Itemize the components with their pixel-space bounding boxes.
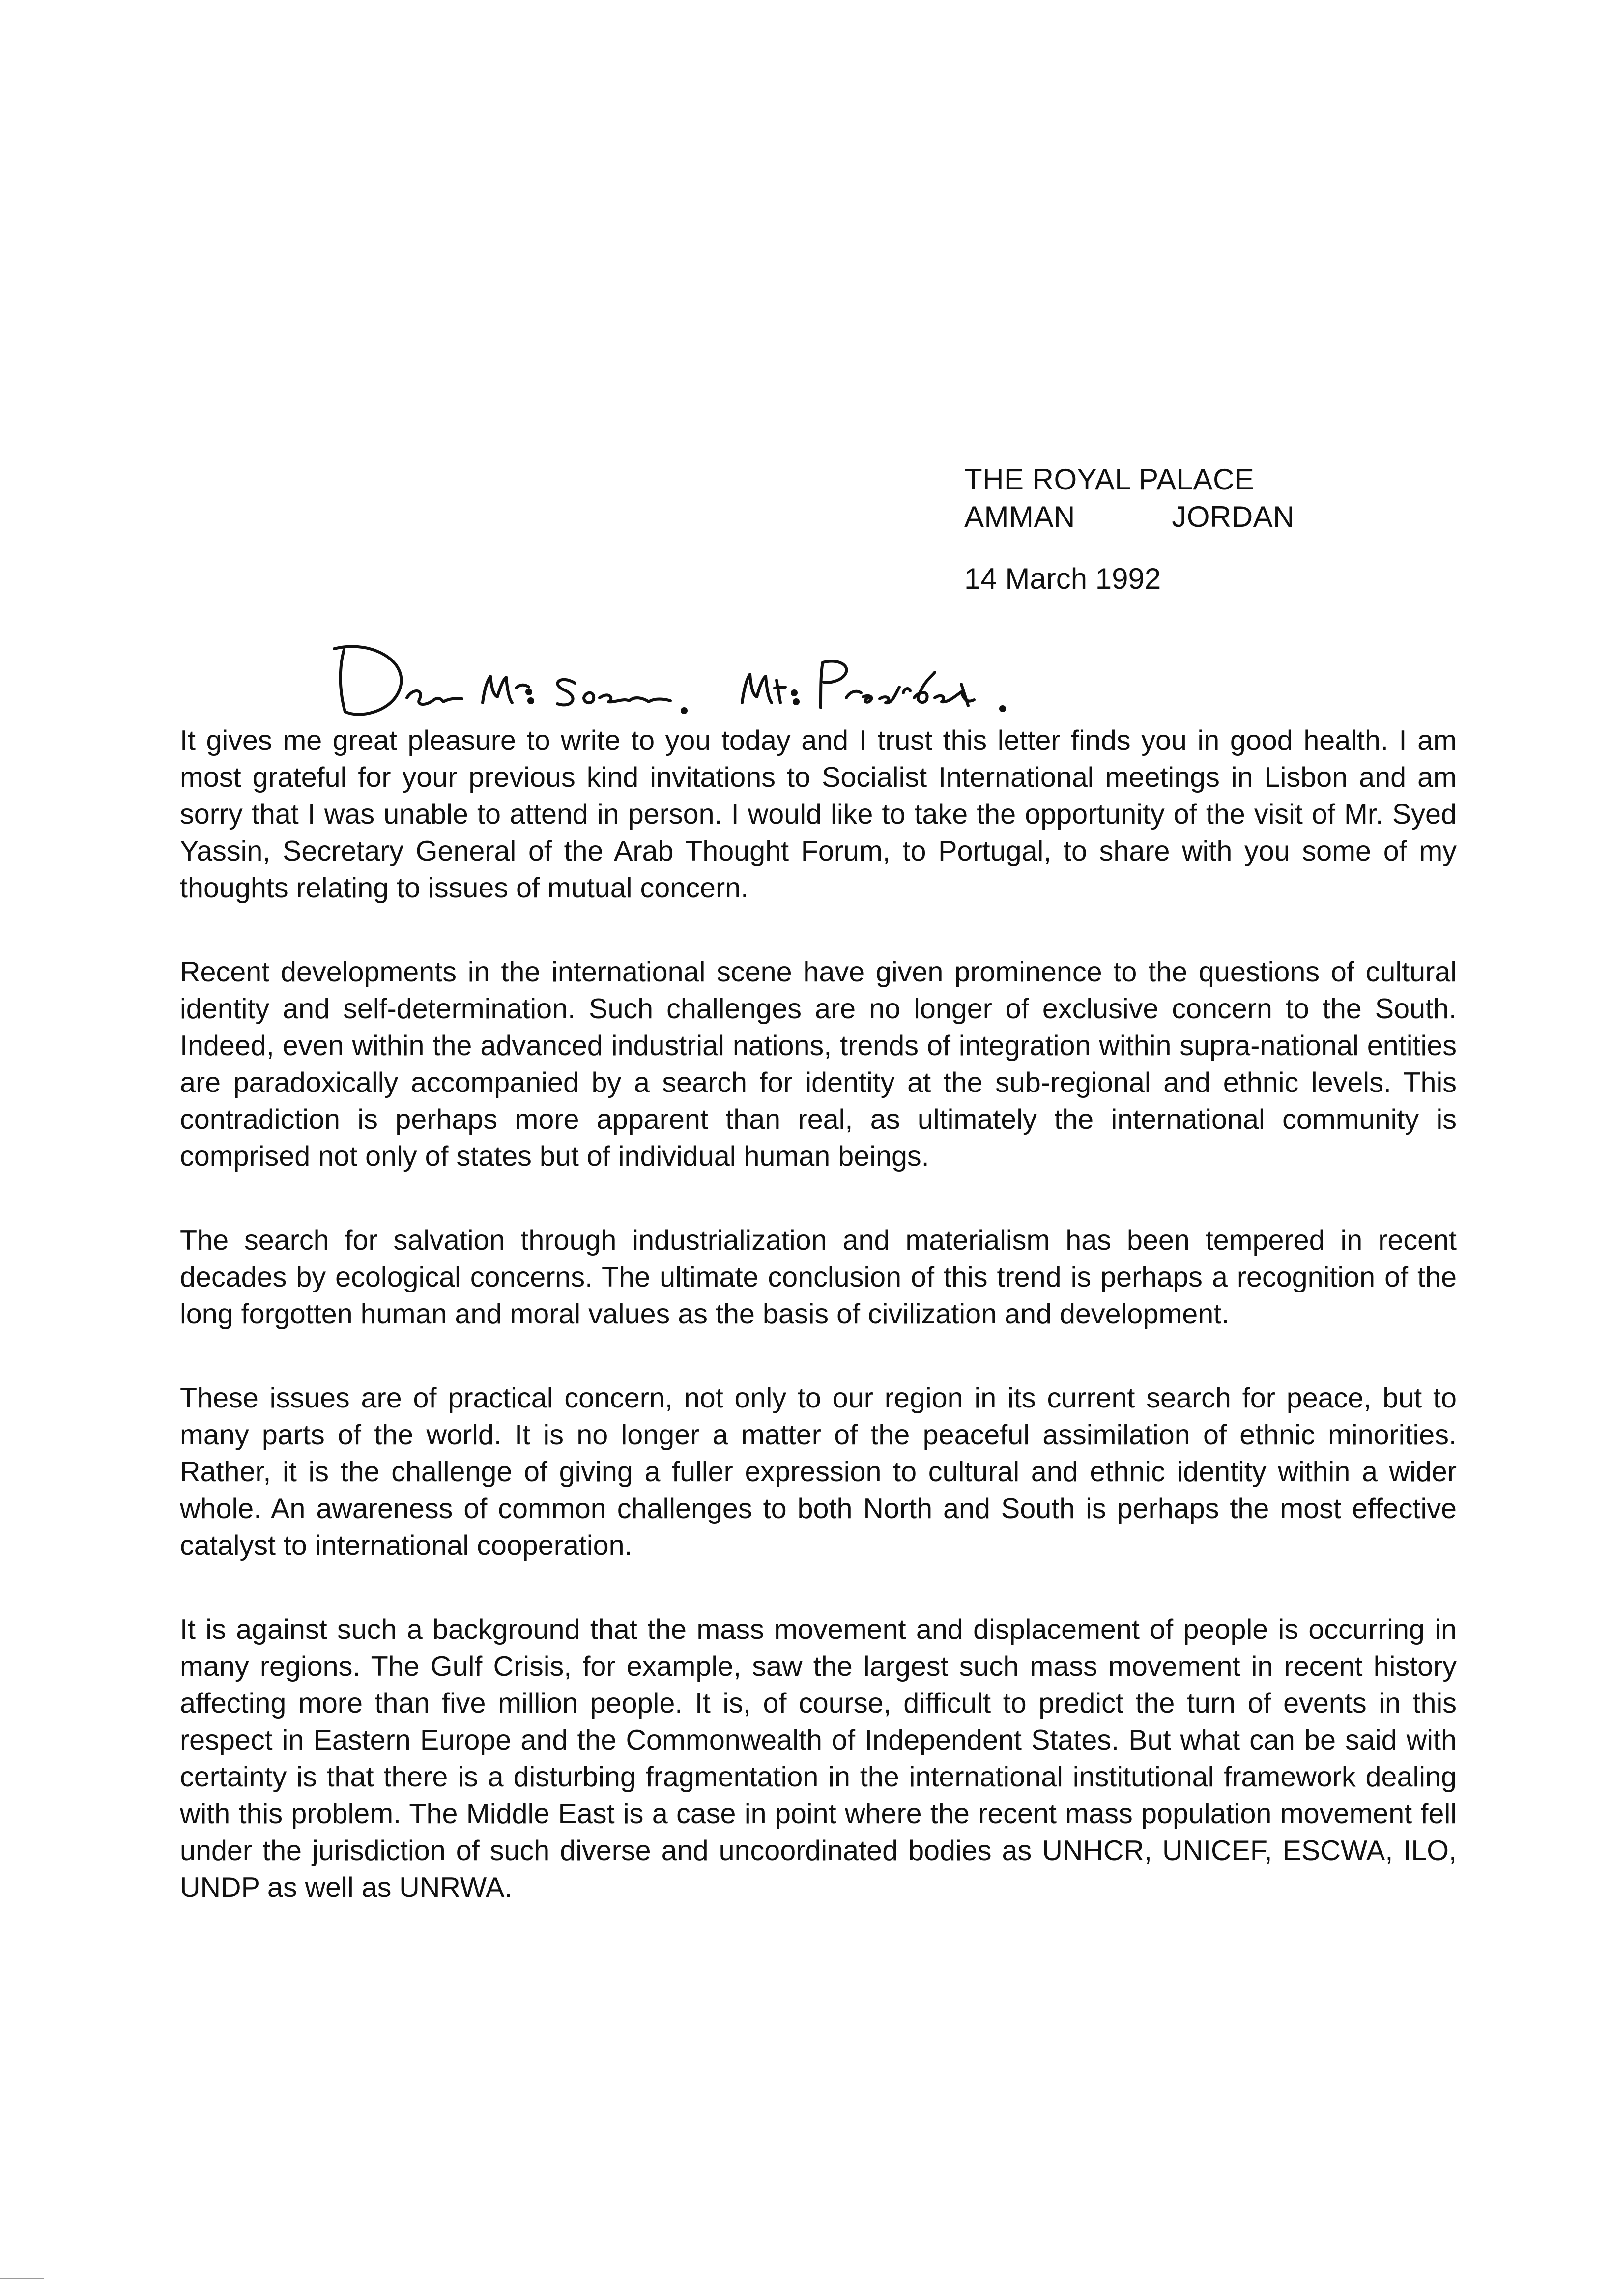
- letterhead-line-city-country: [964, 498, 1295, 536]
- letter-date: 14 March 1992: [964, 562, 1161, 595]
- body-paragraph-4: These issues are of practical concern, not only to our region in its current search for peace, but to many parts of the world. It is no longer a matter of the peaceful assimilation of ethnic minorities. Rather, it is the challenge of giving a fuller expression to cultural and ethnic identity within a wider whole. An awareness of common challenges to both North and South is perhaps the most effective catalyst to international cooperation.: [180, 1382, 1457, 1561]
- handwritten-salutation: [315, 629, 1101, 722]
- scan-edge-mark: [0, 2278, 44, 2279]
- handwritten-salutation-image: [315, 629, 1101, 722]
- letter-body: [180, 722, 1457, 1906]
- letterhead-country: JORDAN: [1172, 500, 1295, 533]
- body-paragraph-5: It is against such a background that the mass movement and displacement of people is occurring in many regions. The Gulf Crisis, for example, saw the largest such mass movement in recent history affecting more than five million people. It is, of course, difficult to predict the turn of events in this respect in Eastern Europe and the Commonwealth of Independent States. But what can be said with certainty is that there is a disturbing fragmentation in the international institutional framework dealing with this problem. The Middle East is a case in point where the recent mass population movement fell under the jurisdiction of such diverse and uncoordinated bodies as UNHCR, UNICEF, ESCWA, ILO, UNDP as well as UNRWA.: [180, 1614, 1457, 1903]
- body-paragraph-1: It gives me great pleasure to write to you today and I trust this letter finds you in good health. I am most grateful for your previous kind invitations to Socialist International meetings in Lisbon and am sorry that I was unable to attend in person. I would like to take the opportunity of the visit of Mr. Syed Yassin, Secretary General of the Arab Thought Forum, to Portugal, to share with you some of my thoughts relating to issues of mutual concern.: [180, 725, 1457, 904]
- letterhead-city: AMMAN: [964, 500, 1075, 533]
- letterhead-line-palace: THE ROYAL PALACE: [964, 463, 1255, 496]
- body-paragraph-3: The search for salvation through industrialization and materialism has been tempered in recent decades by ecological concerns. The ultimate conclusion of this trend is perhaps a recognition of the long forgotten human and moral values as the basis of civilization and development.: [180, 1225, 1457, 1330]
- body-paragraph-2: Recent developments in the international scene have given prominence to the questions of cultural identity and self-determination. Such challenges are no longer of exclusive concern to the South. Indeed, even within the advanced industrial nations, trends of integration within supra-national entities are paradoxically accompanied by a search for identity at the sub-regional and ethnic levels. This contradiction is perhaps more apparent than real, as ultimately the international community is comprised not only of states but of individual human beings.: [180, 956, 1457, 1172]
- letterhead-address: [964, 461, 1295, 536]
